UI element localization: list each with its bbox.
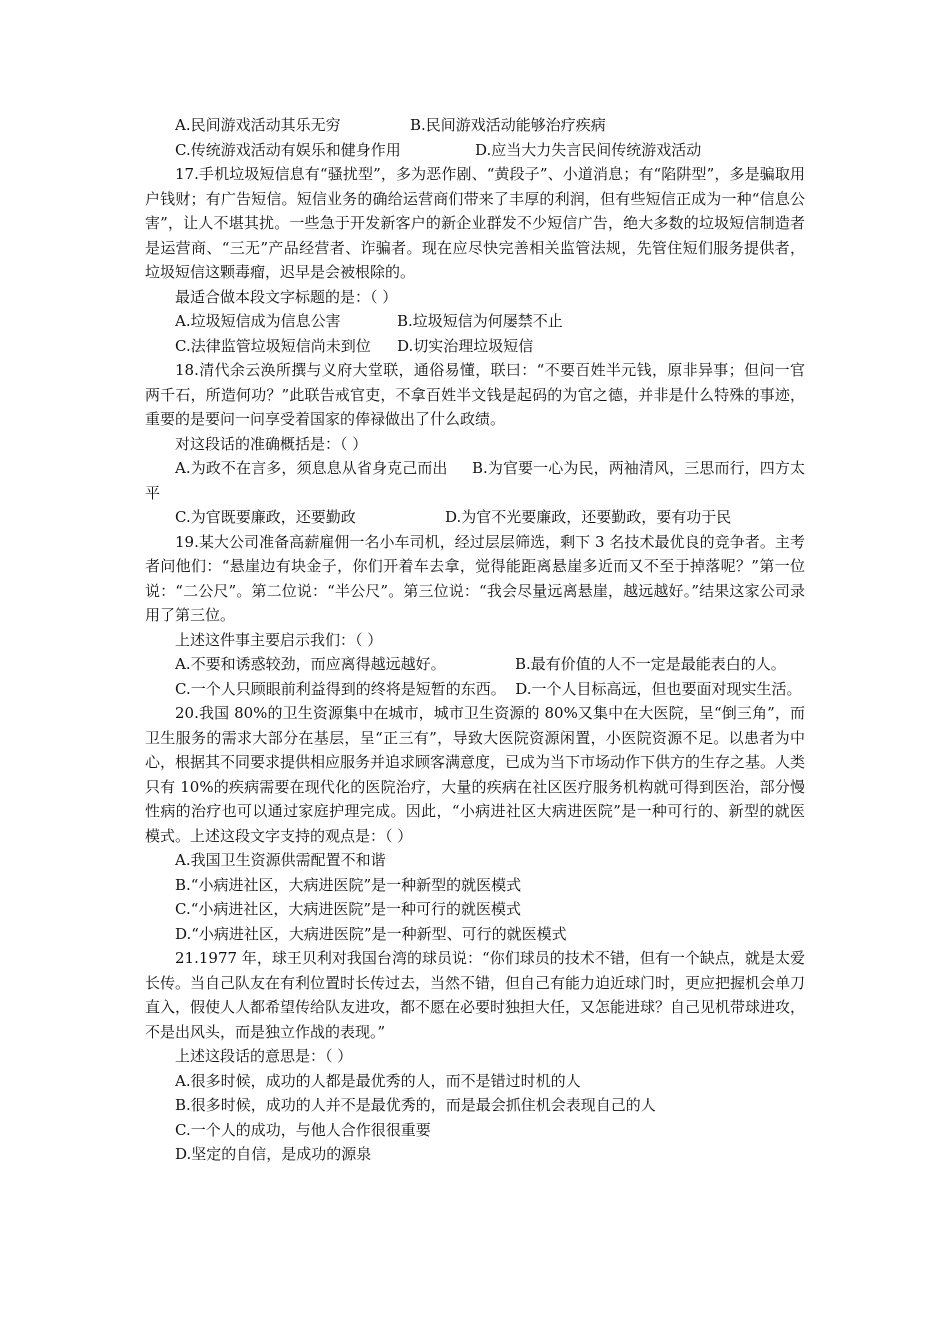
q19-option-c: C.一个人只顾眼前利益得到的终将是短暂的东西。 <box>175 679 506 698</box>
q16-option-b: B.民间游戏活动能够治疗疾病 <box>410 116 606 134</box>
q20-option-c: C.“小病进社区，大病进医院”是一种可行的就医模式 <box>175 900 522 918</box>
q19-option-d: D.一个人目标高远，但也要面对现实生活。 <box>515 679 802 698</box>
q18-option-c: C.为官既要廉政，还要勤政 <box>175 508 356 526</box>
q16-option-c: C.传统游戏活动有娱乐和健身作用 <box>175 140 401 159</box>
q21-option-d-row <box>145 1142 805 1167</box>
q20-passage: 20.我国 80%的卫生资源集中在城市，城市卫生资源的 80%又集中在大医院，呈“倒三角”，而卫生服务的需求大部分在基层，呈“正三有”，导致大医院资源闲置，小医院资源不足。以患者为中心，根据其不同要求提供相应服务并追求顾客满意度，已成为当下市场动作下供方的生存之基。人类只有 10%的疾病需要在现代化的医院治疗，大量的疾病在社区医疗服务机构就可得到医治，部分慢性病的治疗也可以通过家庭护理完成。因此，“小病进社区大病进医院”是一种可行的、新型的就医模式。上述这段文字支持的观点是：（ ） <box>145 704 806 845</box>
q18-option-a: A.为政不在言多，须息息从省身克己而出 <box>175 459 448 477</box>
q20-option-a-row <box>145 848 805 873</box>
q18-option-d: D.为官不光要廉政，还要勤政，要有功于民 <box>445 508 732 526</box>
q18-options-ab <box>145 456 805 505</box>
q21-option-a-row <box>145 1069 805 1094</box>
q21-option-c: C.一个人的成功，与他人合作很很重要 <box>175 1120 431 1139</box>
q16-options-row-2 <box>145 138 805 163</box>
q16-options-row-1 <box>145 113 805 138</box>
q17-option-c: C.法律监管垃圾短信尚未到位 <box>175 336 371 355</box>
q21-question: 上述这段话的意思是：（ ） <box>175 1047 353 1065</box>
q20-option-c-row <box>145 897 805 922</box>
q19-option-a: A.不要和诱惑较劲，而应离得越远越好。 <box>175 655 446 673</box>
q18-passage: 18.清代余云涣所撰与义府大堂联，通俗易懂，联曰：“不要百姓半元钱，原非异事；但问一官两千石，所造何功？”此联告戒官吏，不拿百姓半文钱是起码的为官之德，并非是什么特殊的事迹，重要的是要问一问享受着国家的俸禄做出了什么政绩。 <box>145 361 805 428</box>
q21-option-c-row <box>145 1118 805 1143</box>
q20-option-b: B.“小病进社区，大病进医院”是一种新型的就医模式 <box>175 875 522 894</box>
q17-option-b: B.垃圾短信为何屡禁不止 <box>397 312 563 330</box>
q21-option-d: D.坚定的自信，是成功的源泉 <box>175 1145 372 1163</box>
q21-passage: 21.1977 年，球王贝利对我国台湾的球员说：“你们球员的技术不错，但有一个缺点，就是太爱长传。当自己队友在有利位置时长传过去，当然不错，但自己有能力迫近球门时，更应把握机会单刀直入，假使人人都希望传给队友进攻，都不愿在必要时独担大任，又怎能进球？自己见机带球进攻，不是出风头，而是独立作战的表现。” <box>145 949 806 1041</box>
q18-question: 对这段话的准确概括是：（ ） <box>175 434 368 453</box>
q17-option-d: D.切实治理垃圾短信 <box>397 336 534 355</box>
q19-options-row-1 <box>145 652 805 677</box>
q21-option-a: A.很多时候，成功的人都是最优秀的人，而不是错过时机的人 <box>175 1071 581 1090</box>
q17-option-a: A.垃圾短信成为信息公害 <box>175 312 341 330</box>
document-page <box>145 113 805 1167</box>
q17-options-row-1 <box>145 309 805 334</box>
q19-option-b: B.最有价值的人不一定是最能表白的人。 <box>515 655 786 673</box>
q18-options-row-2 <box>145 505 805 530</box>
q17-question: 最适合做本段文字标题的是：（ ） <box>175 287 398 306</box>
q21-option-b: B.很多时候，成功的人并不是最优秀的，而是最会抓住机会表现自己的人 <box>175 1096 656 1114</box>
q20-option-b-row <box>145 873 805 898</box>
q20-option-d-row <box>145 922 805 947</box>
q19-passage: 19.某大公司准备高薪雇佣一名小车司机，经过层层筛选，剩下 3 名技术最优良的竞争者。主考者问他们：“悬崖边有块金子，你们开着车去拿，觉得能距离悬崖多近而又不至于掉落呢？”第一位说：“二公尺”。第二位说：“半公尺”。第三位说：“我会尽量远离悬崖，越远越好。”结果这家公司录用了第三位。 <box>145 532 805 624</box>
q17-passage: 17.手机垃圾短信息有“骚扰型”，多为恶作剧、“黄段子”、小道消息；有“陷阱型”，多是骗取用户钱财；有广告短信。短信业务的确给运营商们带来了丰厚的利润，但有些短信正成为一种“信息公害”，让人不堪其扰。一些急于开发新客户的新企业群发不少短信广告，绝大多数的垃圾短信制造者是运营商、“三无”产品经营者、诈骗者。现在应尽快完善相关监管法规，先管住短们服务提供者，垃圾短信这颗毒瘤，迟早是会被根除的。 <box>145 165 805 281</box>
q18-option-b: B.为官要一心为民，两袖清风，三思而行，四方太平 <box>145 459 805 502</box>
q16-option-a: A.民间游戏活动其乐无穷 <box>175 116 341 134</box>
q19-question: 上述这件事主要启示我们：（ ） <box>175 630 383 649</box>
q20-option-d: D.“小病进社区，大病进医院”是一种新型、可行的就医模式 <box>175 924 567 943</box>
q17-options-row-2 <box>145 334 805 359</box>
q19-options-cd <box>145 677 805 702</box>
q21-option-b-row <box>145 1093 805 1118</box>
q16-option-d: D.应当大力失言民间传统游戏活动 <box>475 140 702 159</box>
q20-option-a: A.我国卫生资源供需配置不和谐 <box>175 851 386 869</box>
